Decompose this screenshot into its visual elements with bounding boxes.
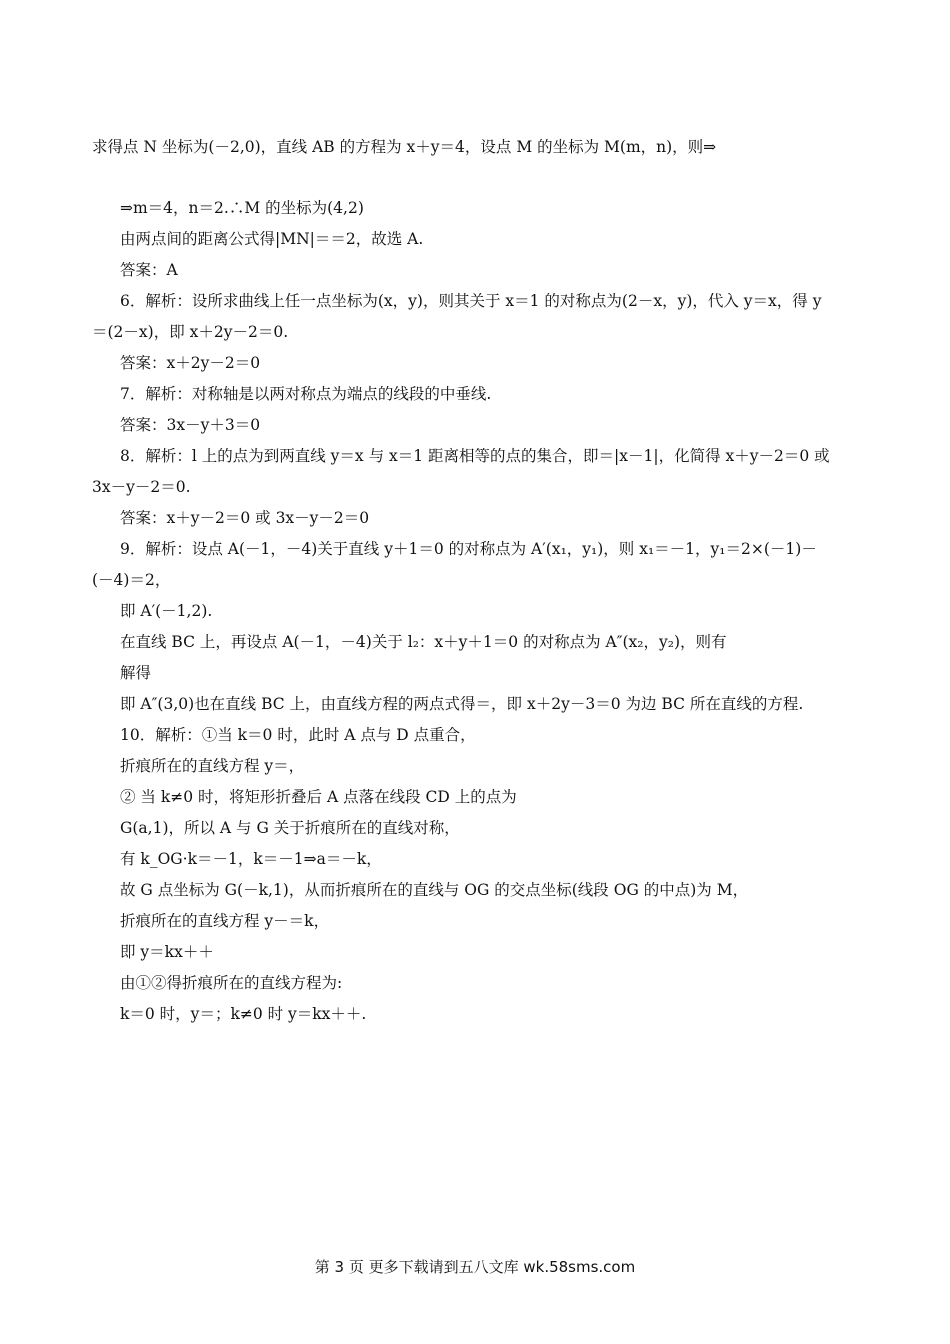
text-line: 8．解析：l 上的点为到两直线 y＝x 与 x＝1 距离相等的点的集合，即＝|x－1|，化简得 x＋y－2＝0 或 <box>120 447 830 465</box>
text-line: 答案：A <box>120 261 178 279</box>
text-line: 由两点间的距离公式得|MN|＝＝2，故选 A. <box>120 230 424 248</box>
text-line: 故 G 点坐标为 G(－k,1)，从而折痕所在的直线与 OG 的交点坐标(线段 OG 的中点)为 M， <box>120 881 749 899</box>
text-line: 即 A′(－1,2). <box>120 602 213 620</box>
page-footer: 第 3 页 更多下载请到五八文库 wk.58sms.com <box>314 1258 636 1276</box>
text-line: 答案：3x－y＋3＝0 <box>120 416 261 434</box>
text-line: 7．解析：对称轴是以两对称点为端点的线段的中垂线. <box>120 385 492 403</box>
text-line: ＝(2－x)，即 x＋2y－2＝0. <box>92 323 289 341</box>
text-line: 答案：x＋2y－2＝0 <box>120 354 261 372</box>
text-line: (－4)＝2， <box>92 571 171 589</box>
text-line: 由①②得折痕所在的直线方程为: <box>120 974 343 992</box>
text-line: 9．解析：设点 A(－1，－4)关于直线 y＋1＝0 的对称点为 A′(x₁，y₁)，则 x₁＝－1，y₁＝2×(－1)－ <box>120 540 817 558</box>
text-line: 答案：x＋y－2＝0 或 3x－y－2＝0 <box>120 509 370 527</box>
text-line: G(a,1)，所以 A 与 G 关于折痕所在的直线对称， <box>120 819 460 837</box>
text-line: 求得点 N 坐标为(－2,0)，直线 AB 的方程为 x＋y＝4，设点 M 的坐标为 M(m，n)，则⇒ <box>92 138 717 156</box>
text-line: 解得 <box>120 664 152 682</box>
text-line: 3x－y－2＝0. <box>92 478 191 496</box>
text-line: 即 A″(3,0)也在直线 BC 上，由直线方程的两点式得＝，即 x＋2y－3＝0 为边 BC 所在直线的方程. <box>120 695 804 713</box>
text-line: 即 y＝kx＋＋ <box>120 943 214 961</box>
text-line: ⇒m＝4，n＝2.∴M 的坐标为(4,2) <box>120 199 364 217</box>
text-line: 折痕所在的直线方程 y－＝k， <box>120 912 330 930</box>
text-line: 折痕所在的直线方程 y＝， <box>120 757 305 775</box>
text-line: 6．解析：设所求曲线上任一点坐标为(x，y)，则其关于 x＝1 的对称点为(2－x，y)，代入 y＝x，得 y <box>120 292 822 310</box>
text-line: 有 k_OG·k＝－1，k＝－1⇒a＝－k， <box>120 850 382 868</box>
text-line: ② 当 k≠0 时，将矩形折叠后 A 点落在线段 CD 上的点为 <box>120 788 517 806</box>
text-line: k＝0 时，y＝；k≠0 时 y＝kx＋＋. <box>120 1005 367 1023</box>
text-line: 10．解析：①当 k＝0 时，此时 A 点与 D 点重合， <box>120 726 476 744</box>
text-line: 在直线 BC 上，再设点 A(－1，－4)关于 l₂：x＋y＋1＝0 的对称点为 A″(x₂，y₂)，则有 <box>120 633 727 651</box>
